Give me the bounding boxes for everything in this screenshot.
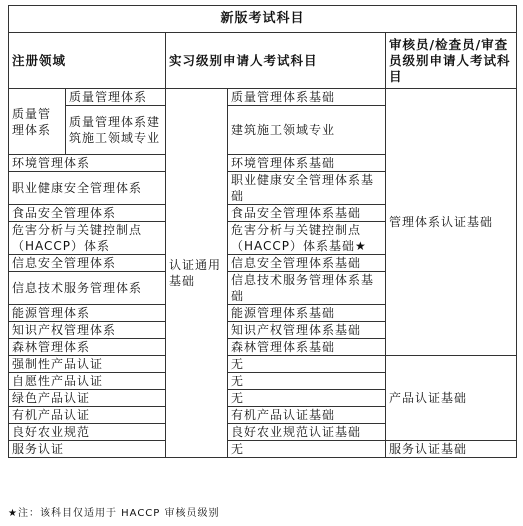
domain-cell: 职业健康安全管理体系 [9, 172, 166, 205]
domain-cell: 良好农业规范 [9, 424, 166, 441]
domain-cell: 质量管理体系建筑施工领域专业 [66, 106, 166, 155]
domain-cell: 信息安全管理体系 [9, 255, 166, 272]
subject-cell: 建筑施工领域专业 [228, 106, 386, 155]
domain-cell: 服务认证 [9, 441, 166, 458]
product-basis-cell: 产品认证基础 [386, 356, 517, 441]
domain-cell: 信息技术服务管理体系 [9, 272, 166, 305]
footnote: ★注：该科目仅适用于 HACCP 审核员级别 [8, 508, 220, 519]
exam-subjects-table [8, 5, 517, 458]
header-intern-subjects: 实习级别申请人考试科目 [166, 33, 386, 89]
subject-cell: 信息安全管理体系基础 [228, 255, 386, 272]
subject-cell: 无 [228, 356, 386, 373]
domain-cell: 有机产品认证 [9, 407, 166, 424]
subject-cell: 质量管理体系基础 [228, 89, 386, 106]
domain-cell: 危害分析与关键控制点（HACCP）体系 [9, 222, 166, 255]
subject-cell: 危害分析与关键控制点（HACCP）体系基础★ [228, 222, 386, 255]
mgmt-basis-cell: 管理体系认证基础 [386, 89, 517, 356]
common-basis-cell: 认证通用基础 [166, 89, 228, 458]
service-basis-cell: 服务认证基础 [386, 441, 517, 458]
domain-cell: 自愿性产品认证 [9, 373, 166, 390]
subject-cell: 森林管理体系基础 [228, 339, 386, 356]
domain-cell: 食品安全管理体系 [9, 205, 166, 222]
header-domain: 注册领域 [9, 33, 166, 89]
subject-cell: 职业健康安全管理体系基础 [228, 172, 386, 205]
subject-cell: 知识产权管理体系基础 [228, 322, 386, 339]
subject-cell: 食品安全管理体系基础 [228, 205, 386, 222]
domain-cell: 环境管理体系 [9, 155, 166, 172]
table-title: 新版考试科目 [9, 6, 517, 33]
domain-cell: 知识产权管理体系 [9, 322, 166, 339]
domain-cell: 森林管理体系 [9, 339, 166, 356]
subject-cell: 无 [228, 373, 386, 390]
quality-group-label: 质量管理体系 [9, 89, 66, 155]
domain-cell: 能源管理体系 [9, 305, 166, 322]
subject-cell: 环境管理体系基础 [228, 155, 386, 172]
header-auditor-subjects: 审核员/检查员/审查员级别申请人考试科目 [386, 33, 517, 89]
subject-cell: 能源管理体系基础 [228, 305, 386, 322]
domain-cell: 绿色产品认证 [9, 390, 166, 407]
subject-cell: 信息技术服务管理体系基础 [228, 272, 386, 305]
subject-cell: 有机产品认证基础 [228, 407, 386, 424]
subject-cell: 无 [228, 441, 386, 458]
domain-cell: 强制性产品认证 [9, 356, 166, 373]
subject-cell: 良好农业规范认证基础 [228, 424, 386, 441]
domain-cell: 质量管理体系 [66, 89, 166, 106]
subject-cell: 无 [228, 390, 386, 407]
